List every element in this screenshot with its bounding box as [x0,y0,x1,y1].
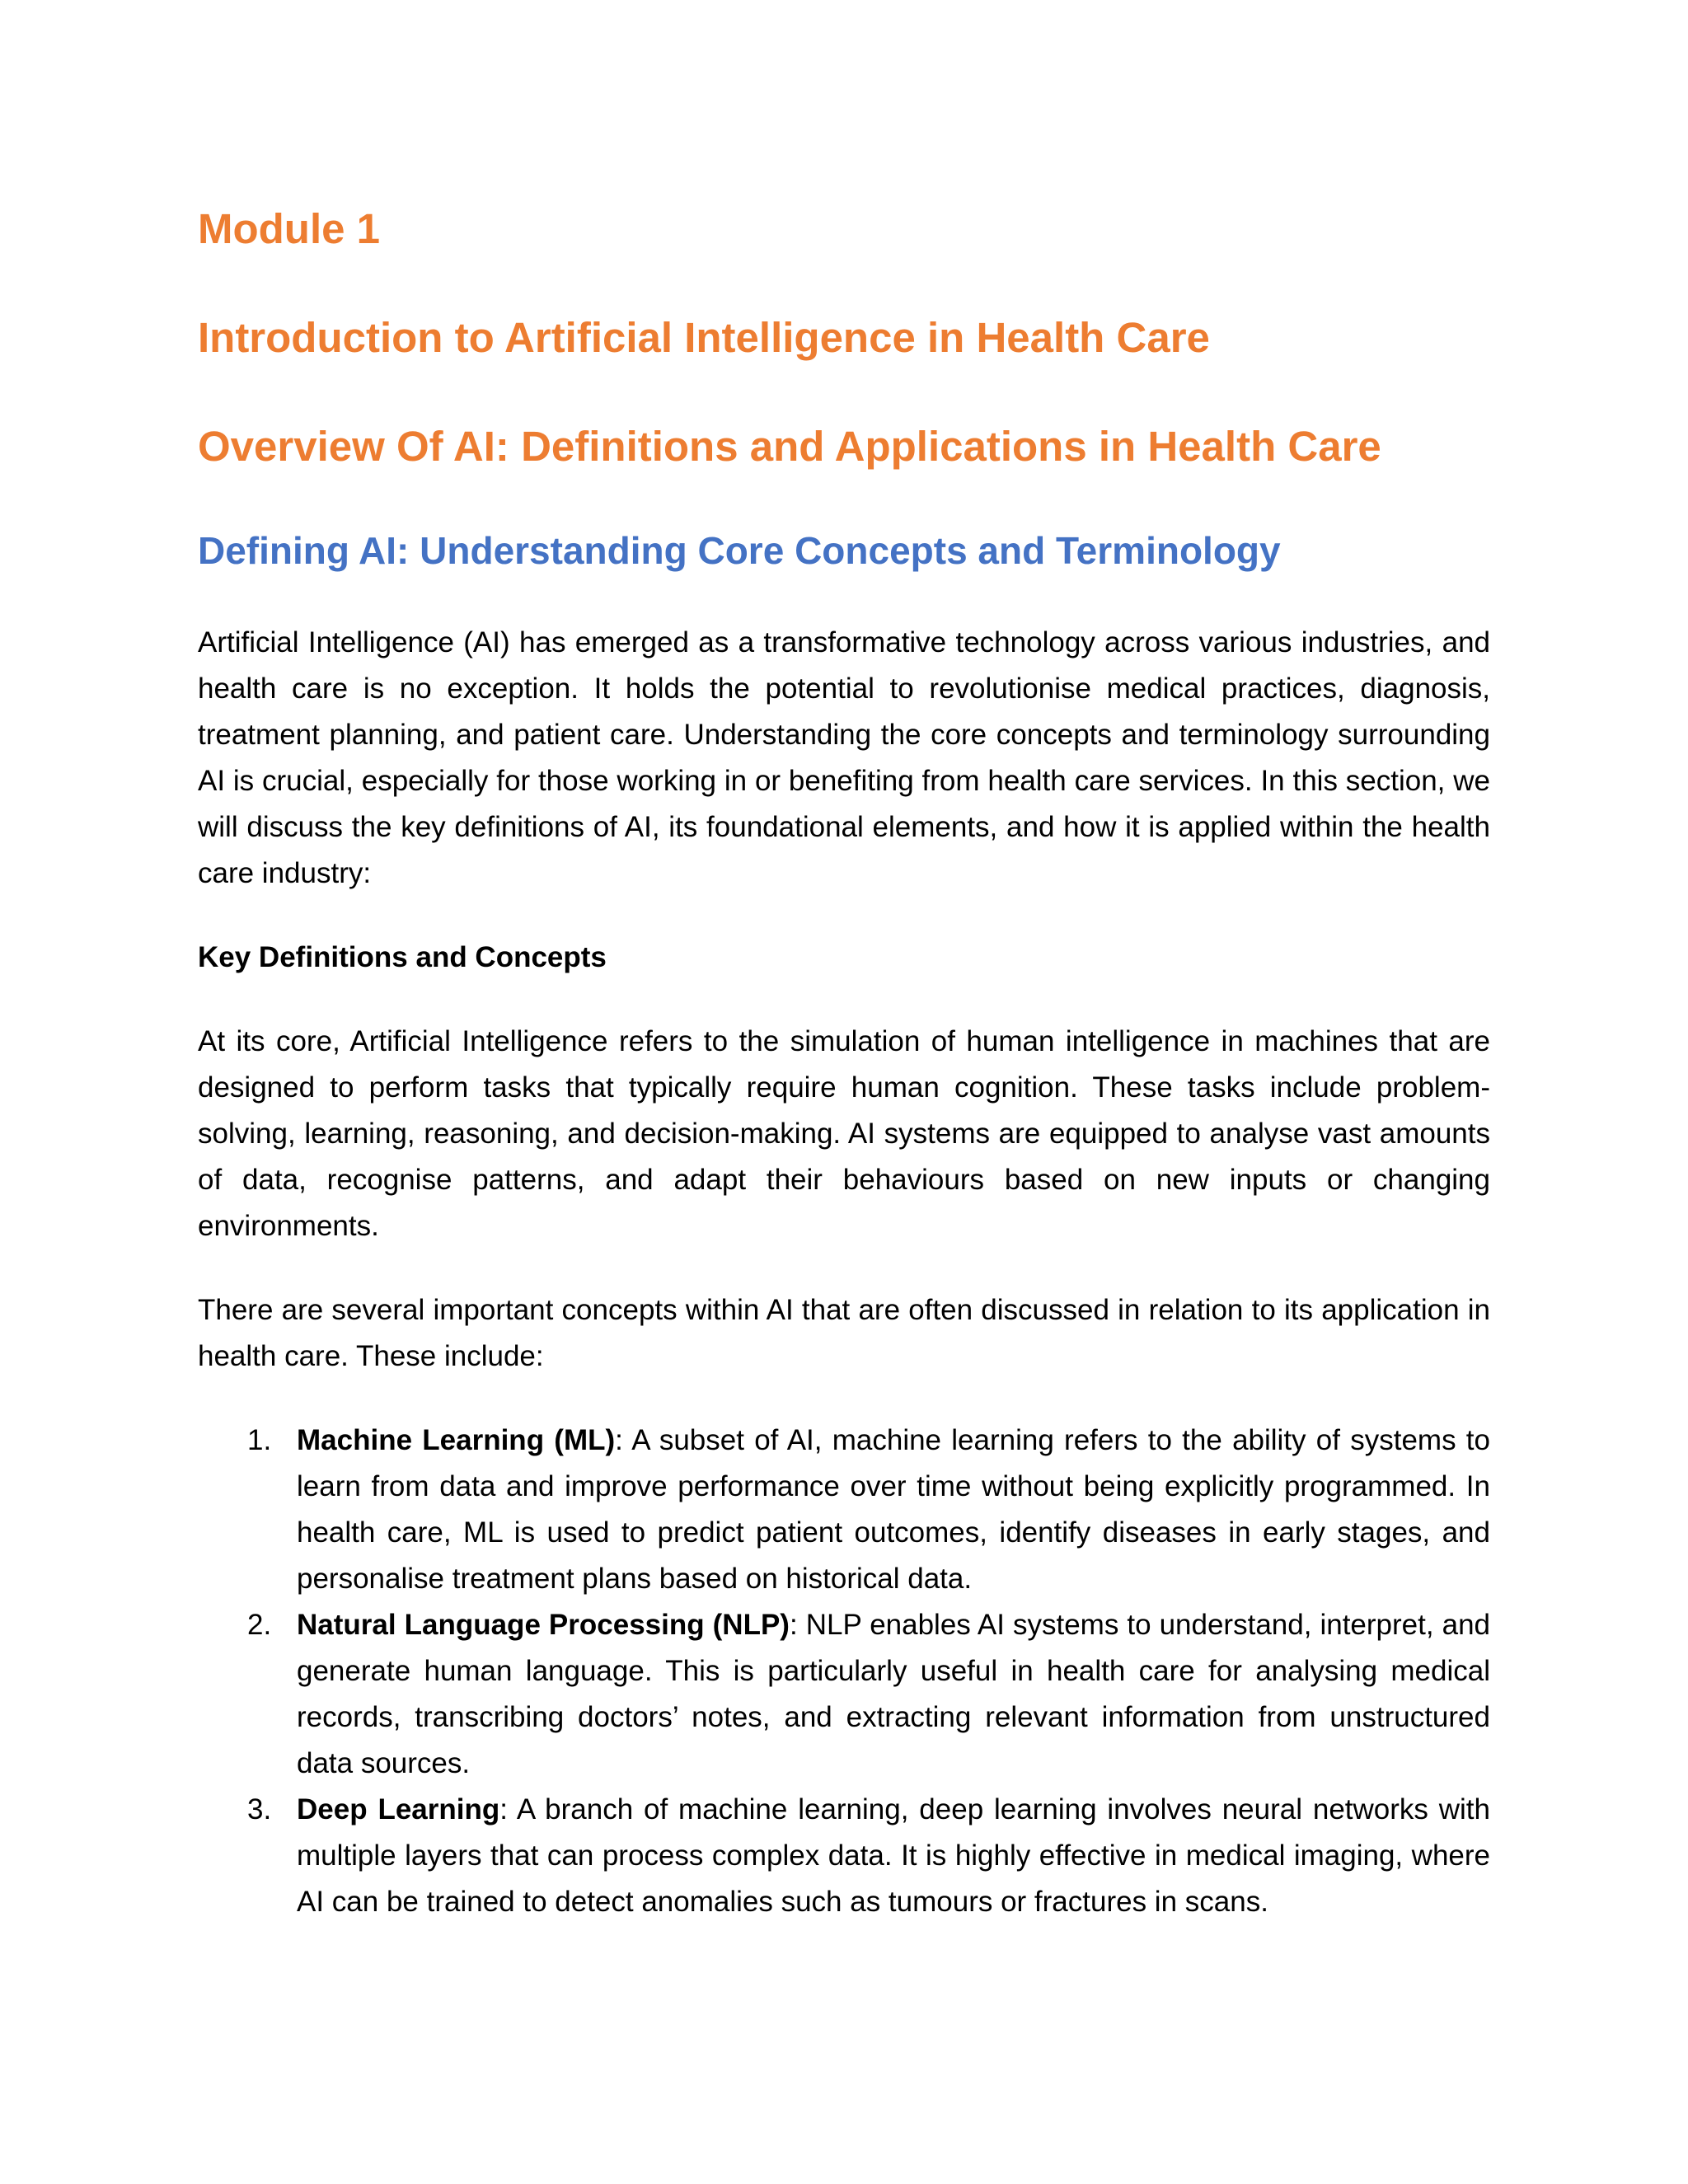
intro-heading: Introduction to Artificial Intelligence in Health Care [198,314,1210,361]
defining-heading: Defining AI: Understanding Core Concepts and Terminology [198,529,1281,572]
list-number: 3. [247,1793,272,1825]
list-text: : NLP enables AI systems to understand, interpret, and generate human language. This is particularly useful in health care for analysing medical records, transcribing doctors’ notes, and extracting relevant information from unstructured data sources. [297,1609,1490,1779]
list-term: Natural Language Processing (NLP) [297,1609,790,1641]
list-term: Deep Learning [297,1793,500,1825]
list-text: : A branch of machine learning, deep learning involves neural networks with multiple layers that can process complex data. It is highly effective in medical imaging, where AI can be trained to detect anomalies such as tumours or fractures in scans. [297,1793,1490,1918]
list-item [198,1418,1490,1602]
concepts-list [198,1418,1490,1925]
intro-paragraph: Artificial Intelligence (AI) has emerged as a transformative technology across various industries, and health care is no exception. It holds the potential to revolutionise medical practices, diagnosis, treatment planning, and patient care. Understanding the core concepts and terminology surrounding AI is crucial, especially for those working in or benefiting from health care services. In this section, we will discuss the key definitions of AI, its foundational elements, and how it is applied within the health care industry: [198,626,1490,889]
overview-heading: Overview Of AI: Definitions and Applications in Health Care [198,423,1381,470]
core-paragraph: At its core, Artificial Intelligence refers to the simulation of human intelligence in machines that are designed to perform tasks that typically require human cognition. These tasks include problem-solving, learning, reasoning, and decision-making. AI systems are equipped to analyse vast amounts of data, recognise patterns, and adapt their behaviours based on new inputs or changing environments. [198,1025,1490,1242]
list-term: Machine Learning (ML) [297,1424,616,1456]
list-number: 1. [247,1424,272,1456]
concepts-paragraph: There are several important concepts within AI that are often discussed in relation to its application in health care. These include: [198,1294,1490,1372]
module-heading: Module 1 [198,205,381,252]
list-item [198,1787,1490,1925]
list-item [198,1602,1490,1787]
list-number: 2. [247,1609,272,1641]
key-definitions-heading: Key Definitions and Concepts [198,941,607,973]
list-text: : A subset of AI, machine learning refers to the ability of systems to learn from data and improve performance over time without being explicitly programmed. In health care, ML is used to predict patient outcomes, identify diseases in early stages, and personalise treatment plans based on historical data. [297,1424,1490,1595]
